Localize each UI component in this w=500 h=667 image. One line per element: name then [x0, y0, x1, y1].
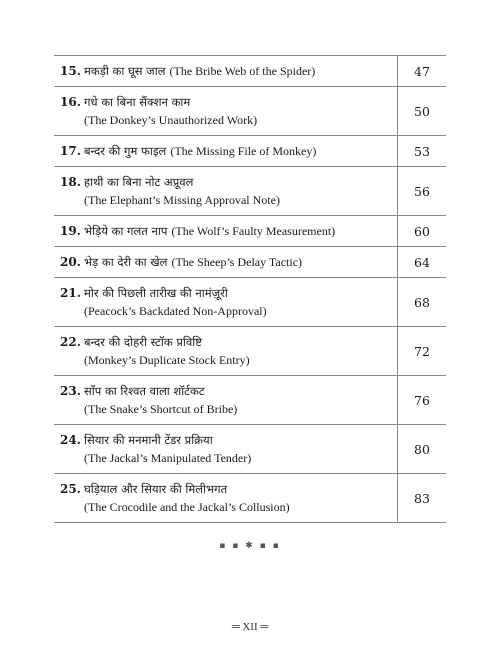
toc-entry-line: [60, 480, 393, 498]
toc-entry: [54, 327, 446, 376]
toc-entry-english-title: (Peacock’s Backdated Non-Approval): [84, 304, 267, 318]
toc-entry-hindi-title: गधे का बिना सैंक्शन काम: [84, 95, 191, 109]
toc-entry-page-number: 68: [398, 278, 447, 327]
toc-entry-english-title: (Monkey’s Duplicate Stock Entry): [84, 353, 250, 367]
toc-entry-title-cell: [54, 216, 398, 247]
toc-entry-english-line: [60, 111, 393, 129]
toc-entry-title-cell: [54, 425, 398, 474]
toc-entry-english-title: (The Crocodile and the Jackal’s Collusion): [84, 500, 290, 514]
toc-entry-hindi-title: सियार की मनमानी टेंडर प्रक्रिया: [84, 433, 213, 447]
toc-entry-hindi-title: हाथी का बिना नोट अप्रूवल: [84, 175, 194, 189]
toc-entry-hindi-title: मोर की पिछली तारीख की नामंज़ूरी: [84, 286, 228, 300]
toc-entry: [54, 425, 446, 474]
toc-entry-number: 24.: [60, 433, 81, 447]
toc-entry-line: [60, 222, 393, 240]
toc-entry-page-number: 80: [398, 425, 447, 474]
toc-entry-line: [60, 333, 393, 351]
toc-entry-hindi-title: बन्दर की दोहरी स्टॉक प्रविष्टि: [84, 335, 202, 349]
toc-entry-number: 21.: [60, 286, 81, 300]
toc-entry-title-cell: [54, 56, 398, 87]
toc-entry-page-number: 56: [398, 167, 447, 216]
toc-entry-number: 15.: [60, 64, 81, 78]
toc-entry-page-number: 47: [398, 56, 447, 87]
toc-entry-english-title: (The Jackal’s Manipulated Tender): [84, 451, 252, 465]
toc-entry-english-line: [60, 449, 393, 467]
toc-entry-english-line: [60, 498, 393, 516]
toc-entry-english-title: (The Elephant’s Missing Approval Note): [84, 193, 280, 207]
toc-entry-title-cell: [54, 327, 398, 376]
toc-entry-english-line: [60, 351, 393, 369]
toc-entry-number: 22.: [60, 335, 81, 349]
toc-entry-title-cell: [54, 247, 398, 278]
toc-entry-english-line: [60, 302, 393, 320]
toc-entry-title-cell: [54, 278, 398, 327]
toc-entry-title-cell: [54, 474, 398, 523]
toc-entry-number: 23.: [60, 384, 81, 398]
section-end-ornament: ▪ ▪ ✱ ▪ ▪: [219, 541, 281, 551]
toc-entry-title-cell: [54, 87, 398, 136]
toc-entry-number: 17.: [60, 144, 81, 158]
toc-entry: [54, 278, 446, 327]
toc-entry-title-cell: [54, 136, 398, 167]
toc-entry-english-title: (The Wolf’s Faulty Measurement): [171, 224, 336, 238]
toc-entry-page-number: 83: [398, 474, 447, 523]
toc-entry-english-line: [60, 400, 393, 418]
toc-entry: [54, 376, 446, 425]
toc-entry-line: [60, 284, 393, 302]
toc-entry: [54, 136, 446, 167]
toc-entry-title-cell: [54, 167, 398, 216]
toc-entry-line: [60, 142, 393, 160]
toc-entry: [54, 87, 446, 136]
toc-entry-line: [60, 431, 393, 449]
toc-entry-english-title: (The Sheep’s Delay Tactic): [171, 255, 303, 269]
toc-entry-number: 16.: [60, 95, 81, 109]
toc-entry: [54, 216, 446, 247]
toc-entry-hindi-title: भेड़ का देरी का खेल: [84, 255, 168, 269]
toc-entry-line: [60, 62, 393, 80]
toc-entry-page-number: 72: [398, 327, 447, 376]
toc-entry: [54, 474, 446, 523]
toc-entry-number: 20.: [60, 255, 81, 269]
page-number-footer: ═ XII ═: [231, 621, 269, 633]
toc-entry-english-line: [60, 191, 393, 209]
toc-entry-english-title: (The Missing File of Monkey): [170, 144, 317, 158]
toc-entry-number: 19.: [60, 224, 81, 238]
table-of-contents: [54, 55, 446, 523]
toc-entry-hindi-title: घड़ियाल और सियार की मिलीभगत: [84, 482, 228, 496]
toc-entry-hindi-title: मकड़ी का घूस जाल: [84, 64, 166, 78]
toc-entry-page-number: 60: [398, 216, 447, 247]
toc-entry-hindi-title: भेड़िये का गलत नाप: [84, 224, 168, 238]
toc-entry-english-title: (The Donkey’s Unauthorized Work): [84, 113, 258, 127]
toc-entry-line: [60, 173, 393, 191]
toc-entry-number: 25.: [60, 482, 81, 496]
toc-entry: [54, 247, 446, 278]
toc-entry-hindi-title: साँप का रिश्वत वाला शॉर्टकट: [84, 384, 205, 398]
toc-entry-english-title: (The Snake’s Shortcut of Bribe): [84, 402, 238, 416]
toc-entry: [54, 167, 446, 216]
toc-entry-page-number: 53: [398, 136, 447, 167]
toc-entry-page-number: 64: [398, 247, 447, 278]
toc-entry-number: 18.: [60, 175, 81, 189]
toc-entry: [54, 56, 446, 87]
toc-entry-page-number: 76: [398, 376, 447, 425]
toc-entry-line: [60, 253, 393, 271]
toc-entry-title-cell: [54, 376, 398, 425]
toc-entry-line: [60, 93, 393, 111]
toc-entry-line: [60, 382, 393, 400]
toc-entry-page-number: 50: [398, 87, 447, 136]
toc-entry-english-title: (The Bribe Web of the Spider): [169, 64, 316, 78]
toc-entry-hindi-title: बन्दर की गुम फाइल: [84, 144, 167, 158]
